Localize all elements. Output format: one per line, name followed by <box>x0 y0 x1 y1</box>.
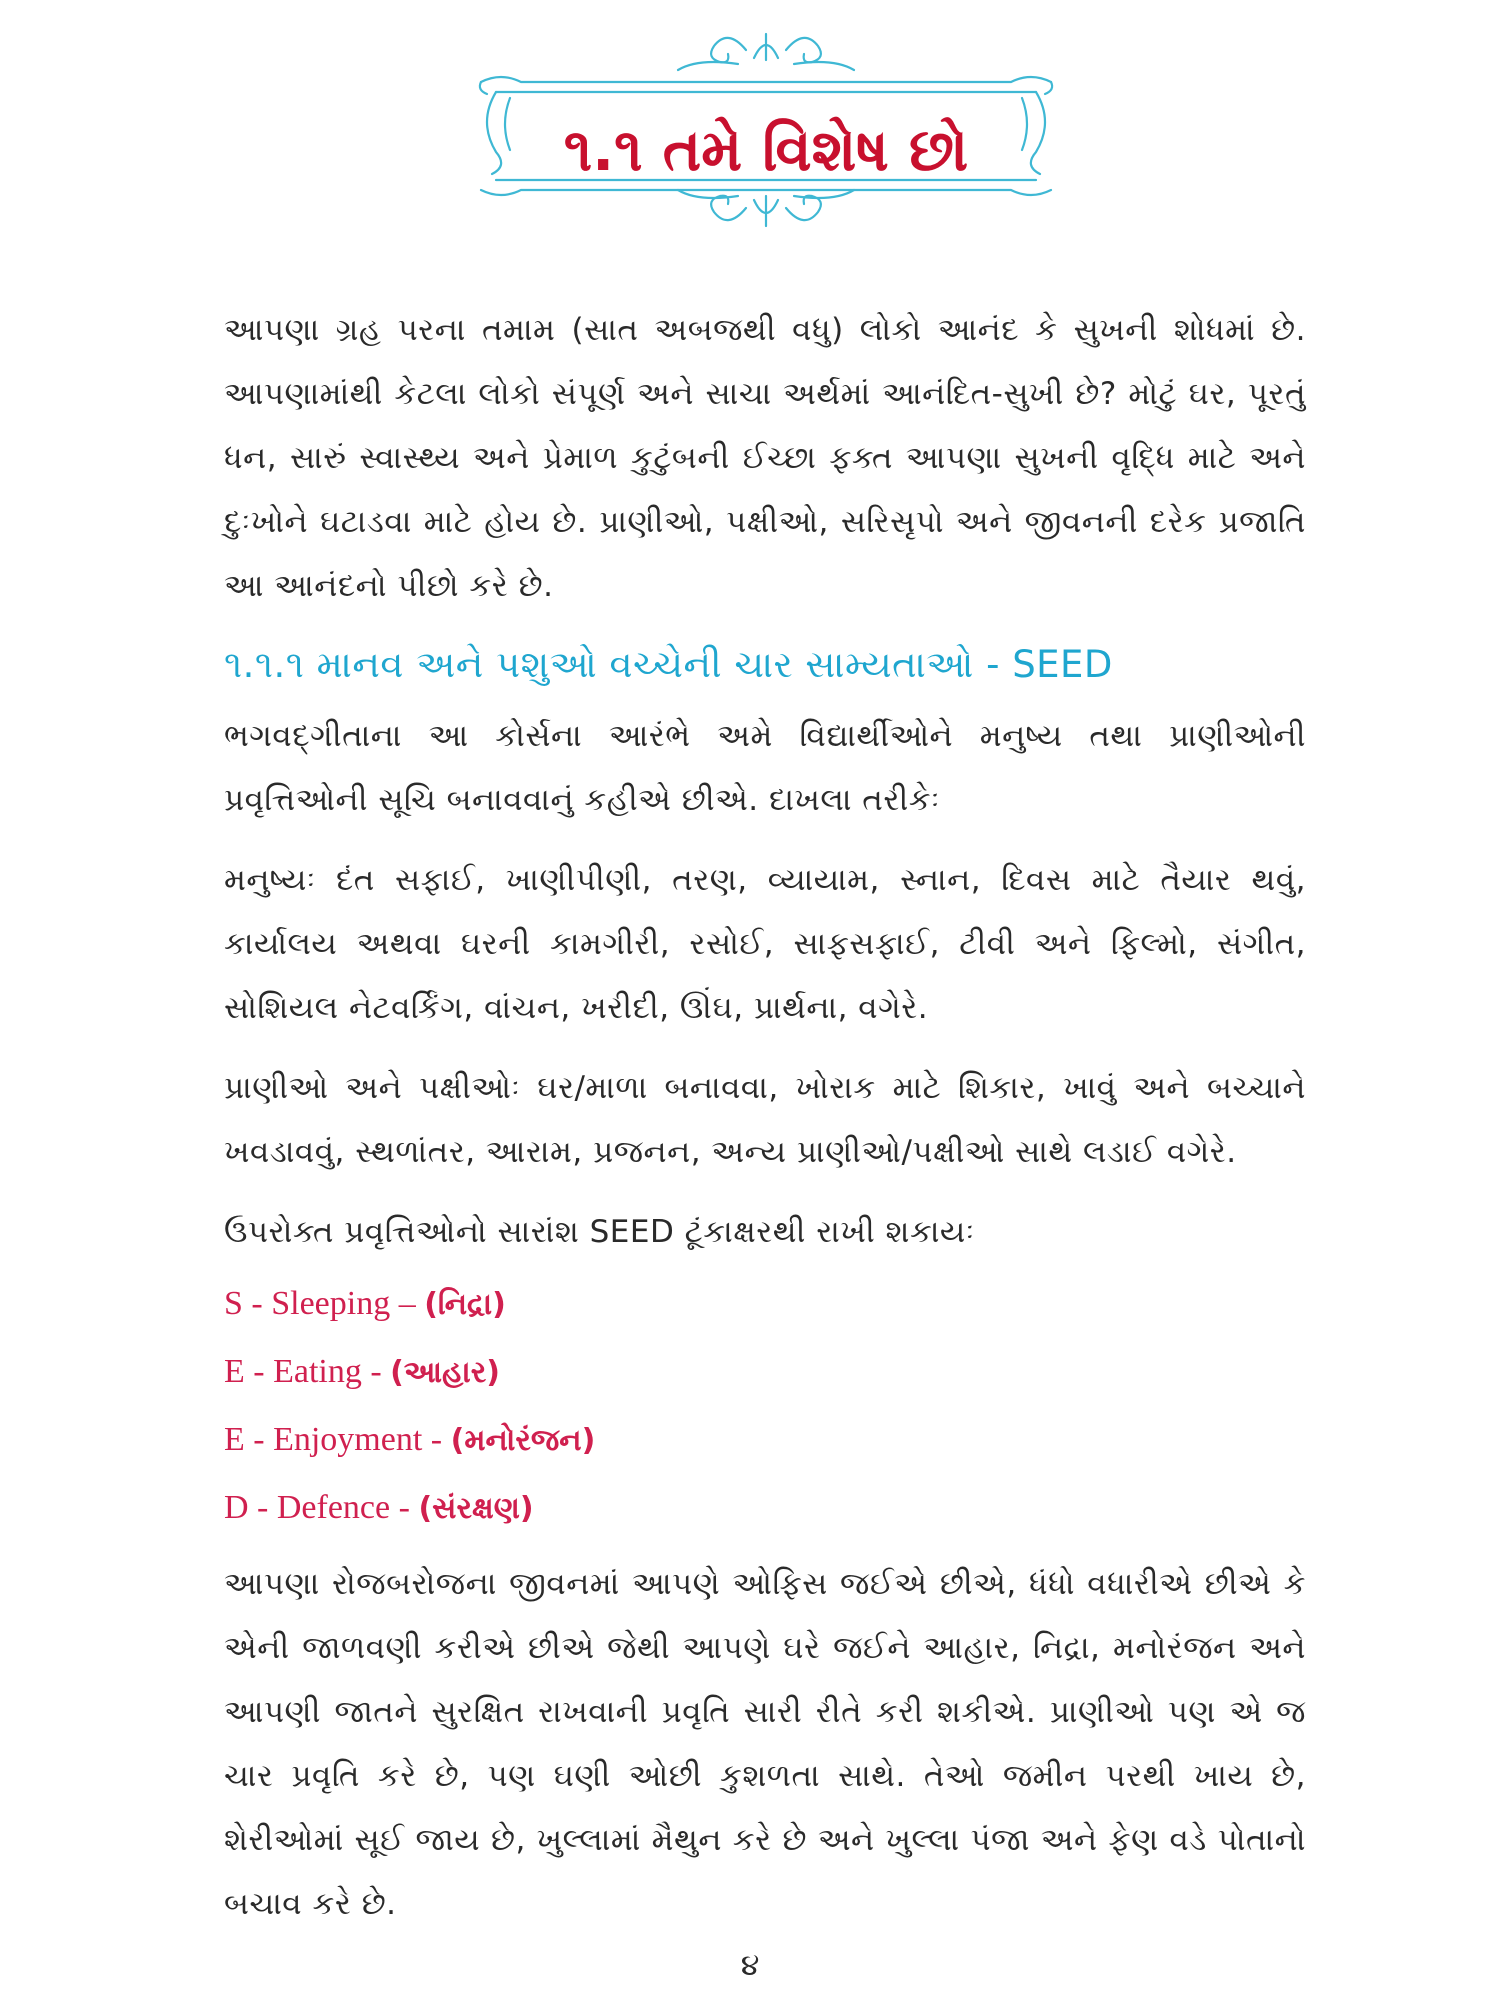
page-number: ૪ <box>740 1948 760 1983</box>
seed-item-eating: E - Eating - (આહાર) <box>224 1353 500 1390</box>
seed-item-sleeping: S - Sleeping – (નિદ્રા) <box>224 1285 506 1322</box>
seed-item-defence: D - Defence - (સંરક્ષણ) <box>224 1489 534 1526</box>
chapter-title-frame <box>476 20 1056 240</box>
chapter-title: ૧.૧ તમે વિશેષ છો <box>563 116 969 184</box>
course-paragraph: ભગવદ્ગીતાના આ કોર્સના આરંભે અમે વિદ્યાર્થીઓને મનુષ્ય તથા પ્રાણીઓની પ્રવૃત્તિઓની સૂચિ બનાવવાનું કહીએ છીએ. દાખલા તરીકેઃ <box>224 718 1306 818</box>
seed-list <box>224 1270 1306 1542</box>
closing-paragraph: આપણા રોજબરોજના જીવનમાં આપણે ઓફિસ જઈએ છીએ, ધંધો વધારીએ છીએ કે એની જાળવણી કરીએ છીએ જેથી આપણે ઘરે જઈને આહાર, નિદ્રા, મનોરંજન અને આપણી જાતને સુરક્ષિત રાખવાની પ્રવૃતિ સારી રીતે કરી શકીએ. પ્રાણીઓ પણ એ જ ચાર પ્રવૃતિ કરે છે, પણ ઘણી ઓછી કુશળતા સાથે. તેઓ જમીન પરથી ખાય છે, શેરીઓમાં સૂઈ જાય છે, ખુલ્લામાં મૈથુન કરે છે અને ખુલ્લા પંજા અને ફેણ વડે પોતાનો બચાવ કરે છે. <box>224 1566 1306 1922</box>
seed-item-enjoyment: E - Enjoyment - (મનોરંજન) <box>224 1421 596 1458</box>
intro-paragraph: આપણા ગ્રહ પરના તમામ (સાત અબજથી વધુ) લોકો આનંદ કે સુખની શોધમાં છે. આપણામાંથી કેટલા લોકો સંપૂર્ણ અને સાચા અર્થમાં આનંદિત-સુખી છે? મોટું ઘર, પૂરતું ધન, સારું સ્વાસ્થ્ય અને પ્રેમાળ કુટુંબની ઈચ્છા ફક્ત આપણા સુખની વૃદ્ધિ માટે અને દુઃખોને ઘટાડવા માટે હોય છે. પ્રાણીઓ, પક્ષીઓ, સરિસૃપો અને જીવનની દરેક પ્રજાતિ આ આનંદનો પીછો કરે છે. <box>224 312 1306 604</box>
summary-line: ઉપરોક્ત પ્રવૃત્તિઓનો સારાંશ SEED ટૂંકાક્ષરથી રાખી શકાયઃ <box>224 1214 975 1250</box>
page-content <box>224 298 1306 1936</box>
humans-activities-paragraph: મનુષ્યઃ દંત સફાઈ, ખાણીપીણી, તરણ, વ્યાયામ, સ્નાન, દિવસ માટે તૈયાર થવું, કાર્યાલય અથવા ઘરની કામગીરી, રસોઈ, સાફસફાઈ, ટીવી અને ફિલ્મો, સંગીત, સોશિયલ નેટવર્કિંગ, વાંચન, ખરીદી, ઊંઘ, પ્રાર્થના, વગેરે. <box>224 862 1306 1026</box>
section-heading: ૧.૧.૧ માનવ અને પશુઓ વચ્ચેની ચાર સામ્યતાઓ - SEED <box>224 643 1113 686</box>
animals-activities-paragraph: પ્રાણીઓ અને પક્ષીઓઃ ઘર/માળા બનાવવા, ખોરાક માટે શિકાર, ખાવું અને બચ્ચાને ખવડાવવું, સ્થળાંતર, આરામ, પ્રજનન, અન્ય પ્રાણીઓ/પક્ષીઓ સાથે લડાઈ વગેરે. <box>224 1070 1306 1170</box>
